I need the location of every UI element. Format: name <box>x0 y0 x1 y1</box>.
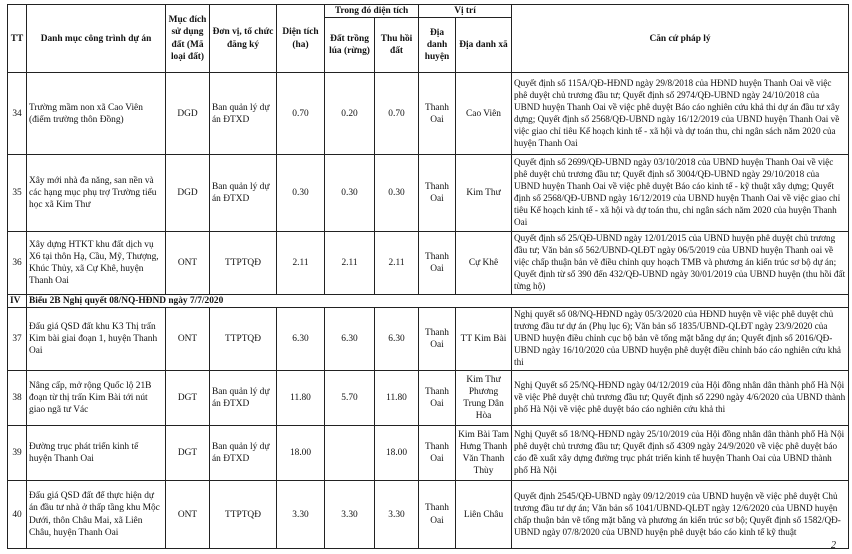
cell-district: Thanh Oai <box>419 426 456 481</box>
project-list-table <box>7 4 849 549</box>
section-row <box>8 294 849 307</box>
cell-tt: 37 <box>8 308 27 371</box>
cell-recover: 0.30 <box>375 155 419 232</box>
cell-unit: Ban quản lý dự án ĐTXD <box>210 155 277 232</box>
cell-unit: TTPTQĐ <box>210 232 277 295</box>
page-mark: 2 <box>831 540 836 551</box>
cell-basis: Quyết định số 2699/QĐ-UBND ngày 03/10/2018 của UBND huyện Thanh Oai về việc phê duyệt chủ trương đầu tư; Quyết định số 3004/QĐ-UBND ngày 29/10/2018 của UBND huyện Thanh Oai về việc phê duyệt Báo cáo kinh tế - kỹ thuật xây dựng; Quyết định số 2568/QĐ-UBND ngày 16/12/2019 của UBND huyện Thanh Oai về việc giao chỉ tiêu Kế hoạch kinh tế - xã hội và dự toán thu, chi ngân sách năm 2020 của huyện Thanh Oai <box>512 155 849 232</box>
cell-tt: 38 <box>8 371 27 426</box>
cell-rice <box>325 426 375 481</box>
cell-commune: Kim Bài Tam Hưng Thanh Văn Thanh Thùy <box>456 426 512 481</box>
col-header-basis: Căn cứ pháp lý <box>512 5 849 73</box>
table-row <box>8 232 849 295</box>
cell-basis: Nghị Quyết số 25/NQ-HĐND ngày 04/12/2019 của Hội đồng nhân dân thành phố Hà Nội về việc Phê duyệt chủ trương đầu tư; Quyết định số 2290 ngày 4/6/2020 của UBND thành phố Hà Nội về việc phê duyệt báo cáo nghiên cứu khả thi <box>512 371 849 426</box>
col-header-location: Vị trí <box>419 5 512 18</box>
cell-recover: 3.30 <box>375 481 419 549</box>
cell-rice: 3.30 <box>325 481 375 549</box>
table-row <box>8 73 849 155</box>
cell-unit: Ban quản lý dự án ĐTXD <box>210 426 277 481</box>
cell-commune: Kim Thư <box>456 155 512 232</box>
cell-rice: 5.70 <box>325 371 375 426</box>
col-header-purpose: Mục đích sử dụng đất (Mã loại đất) <box>166 5 210 73</box>
cell-name: Nâng cấp, mở rộng Quốc lộ 21B đoạn từ thị trấn Kim Bài tới nút giao ngã tư Vác <box>27 371 166 426</box>
col-header-district: Địa danh huyện <box>419 18 456 73</box>
cell-recover: 2.11 <box>375 232 419 295</box>
section-title: Biểu 2B Nghị quyết 08/NQ-HĐND ngày 7/7/2020 <box>27 294 849 307</box>
cell-commune: Kim Thư Phương Trung Dân Hòa <box>456 371 512 426</box>
cell-unit: Ban quản lý dự án ĐTXD <box>210 371 277 426</box>
col-header-recover: Thu hồi đất <box>375 18 419 73</box>
cell-purpose: DGT <box>166 371 210 426</box>
cell-basis: Quyết định 2545/QĐ-UBND ngày 09/12/2019 của UBND huyện về việc phê duyệt Chủ trương đầu tư dự án; Văn bản số 1041/UBND-QLĐT ngày 12/6/2020 của UBND huyện chấp thuận bản vẽ tổng mặt bằng và phương án kiến trúc sơ bộ; Quyết định số 1582/QĐ-UBND ngày 07/8/2020 của UBND huyện phê duyệt báo cáo kinh tế kỹ thuật <box>512 481 849 549</box>
col-header-commune: Địa danh xã <box>456 18 512 73</box>
cell-district: Thanh Oai <box>419 371 456 426</box>
table-row <box>8 426 849 481</box>
cell-area: 2.11 <box>277 232 325 295</box>
cell-rice: 6.30 <box>325 308 375 371</box>
cell-district: Thanh Oai <box>419 155 456 232</box>
cell-name: Xây dựng HTKT khu đất dịch vụ X6 tại thôn Hạ, Cầu, Mỹ, Thượng, Khúc Thủy, xã Cự Khê, huyện Thanh Oai <box>27 232 166 295</box>
cell-commune: Cự Khê <box>456 232 512 295</box>
cell-district: Thanh Oai <box>419 73 456 155</box>
col-header-unit: Đơn vị, tổ chức đăng ký <box>210 5 277 73</box>
cell-recover: 0.70 <box>375 73 419 155</box>
col-header-name: Danh mục công trình dự án <box>27 5 166 73</box>
table-row <box>8 371 849 426</box>
cell-area: 3.30 <box>277 481 325 549</box>
cell-name: Đường trục phát triển kinh tế huyện Thanh Oai <box>27 426 166 481</box>
cell-tt: 36 <box>8 232 27 295</box>
cell-recover: 6.30 <box>375 308 419 371</box>
cell-tt: 34 <box>8 73 27 155</box>
col-header-tt: TT <box>8 5 27 73</box>
cell-rice: 2.11 <box>325 232 375 295</box>
table-row <box>8 155 849 232</box>
cell-purpose: DGD <box>166 155 210 232</box>
cell-basis: Nghị quyết số 08/NQ-HĐND ngày 05/3/2020 của HĐND huyện về việc phê duyệt chủ trương đầu tư dự án (Phụ lục 6); Văn bản số 1835/UBND-QLĐT ngày 23/9/2020 của UBND huyện điều chỉnh cục bộ bản vẽ tổng mặt bằng dự án; Quyết định số 2016/QĐ-UBND ngày 16/10/2020 của UBND huyện phê duyệt điều chỉnh báo cáo nghiên cứu khả thi <box>512 308 849 371</box>
cell-name: Trường mầm non xã Cao Viên (điểm trường thôn Đồng) <box>27 73 166 155</box>
col-header-rice: Đất trồng lúa (rừng) <box>325 18 375 73</box>
section-number: IV <box>8 294 27 307</box>
cell-unit: Ban quản lý dự án ĐTXD <box>210 73 277 155</box>
cell-district: Thanh Oai <box>419 481 456 549</box>
cell-purpose: ONT <box>166 232 210 295</box>
cell-basis: Quyết định số 25/QĐ-UBND ngày 12/01/2015 của UBND huyện phê duyệt chủ trương đầu tư; Văn bản số 562/UBND-QLĐT ngày 06/5/2019 của UBND huyện Thanh oai về việc chấp thuận bản vẽ điều chỉnh quy hoạch TMB và phương án kiến trúc sơ bộ dự án; Quyết định từ số 390 đến 432/QĐ-UBND ngày 30/01/2019 của UBND huyện (thu hồi đất từng hộ) <box>512 232 849 295</box>
col-header-area: Diện tích (ha) <box>277 5 325 73</box>
cell-name: Đấu giá QSD đất để thực hiện dự án đầu tư nhà ở thấp tầng khu Mộc Dưới, thôn Châu Mai, xã Liên Châu, huyện Thanh Oai <box>27 481 166 549</box>
cell-commune: Liên Châu <box>456 481 512 549</box>
cell-commune: TT Kim Bài <box>456 308 512 371</box>
table-row <box>8 308 849 371</box>
cell-area: 0.70 <box>277 73 325 155</box>
cell-unit: TTPTQĐ <box>210 308 277 371</box>
cell-area: 11.80 <box>277 371 325 426</box>
cell-purpose: ONT <box>166 308 210 371</box>
cell-area: 18.00 <box>277 426 325 481</box>
cell-recover: 11.80 <box>375 371 419 426</box>
cell-area: 6.30 <box>277 308 325 371</box>
cell-purpose: ONT <box>166 481 210 549</box>
cell-tt: 40 <box>8 481 27 549</box>
cell-district: Thanh Oai <box>419 308 456 371</box>
cell-rice: 0.30 <box>325 155 375 232</box>
header-row-1 <box>8 5 849 18</box>
cell-purpose: DGT <box>166 426 210 481</box>
cell-tt: 39 <box>8 426 27 481</box>
col-header-of-which: Trong đó diện tích <box>325 5 419 18</box>
cell-basis: Nghị Quyết số 18/NQ-HĐND ngày 25/10/2019 của Hội đồng nhân dân thành phố Hà Nội phê duyệt chủ trương đầu tư; Quyết định số 4309 ngày 24/9/2020 về việc phê duyệt báo cáo đề xuất xây dựng đường trục phát triển kinh tế huyện Thanh Oai của UBND thành phố Hà Nội <box>512 426 849 481</box>
cell-area: 0.30 <box>277 155 325 232</box>
cell-name: Xây mới nhà đa năng, san nền và các hạng mục phụ trợ Trường tiểu học xã Kim Thư <box>27 155 166 232</box>
table-row <box>8 481 849 549</box>
cell-recover: 18.00 <box>375 426 419 481</box>
cell-rice: 0.20 <box>325 73 375 155</box>
cell-unit: TTPTQĐ <box>210 481 277 549</box>
cell-purpose: DGD <box>166 73 210 155</box>
cell-commune: Cao Viên <box>456 73 512 155</box>
cell-name: Đấu giá QSD đất khu K3 Thị trấn Kim bài giai đoạn 1, huyện Thanh Oai <box>27 308 166 371</box>
cell-tt: 35 <box>8 155 27 232</box>
cell-district: Thanh Oai <box>419 232 456 295</box>
cell-basis: Quyết định số 115A/QĐ-HĐND ngày 29/8/2018 của HĐND huyện Thanh Oai về việc phê duyệt chủ trương đầu tư; Quyết định số 2974/QĐ-UBND ngày 24/10/2018 của UBND huyện Thanh Oai về việc phê duyệt Báo cáo nghiên cứu khả thi dự án đầu tư xây dựng; Quyết định số 2568/QĐ-UBND ngày 16/12/2019 của UBND huyện Thanh Oai về việc giao chỉ tiêu Kế hoạch kinh tế - xã hội và dự toán thu, chi ngân sách năm 2020 của huyện Thanh Oai <box>512 73 849 155</box>
